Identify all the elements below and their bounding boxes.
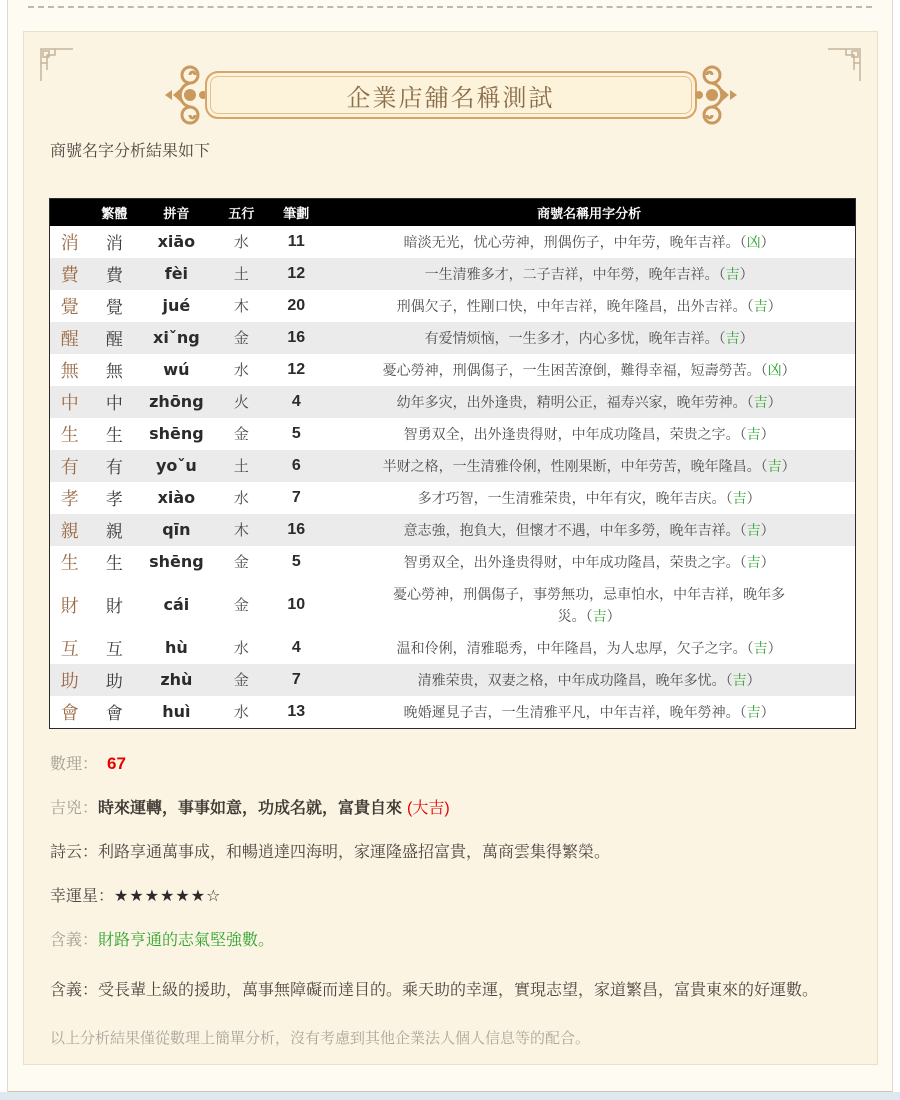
- trad-cell: 覺: [105, 298, 123, 317]
- pinyin-cell: shēng: [149, 552, 204, 571]
- trad-cell: 生: [105, 554, 123, 573]
- analysis-cell: 清雅荣贵，双妻之格，中年成功隆昌，晚年多忧。（吉）: [417, 671, 761, 688]
- analysis-cell: 刑偶欠子，性剛口快，中年吉祥，晚年隆昌，出外吉祥。（吉）: [396, 297, 782, 314]
- table-row: [50, 354, 856, 386]
- elem-cell: 金: [233, 672, 249, 689]
- result-panel: [23, 31, 878, 1065]
- star-rating-icons: ★★★★★★☆: [114, 887, 222, 905]
- char-link[interactable]: 中: [60, 392, 79, 414]
- char-cell: [50, 226, 90, 258]
- strokes-cell: 7: [291, 670, 301, 688]
- char-cell: [50, 322, 90, 354]
- page-container: [7, 0, 893, 1092]
- elem-cell: 水: [233, 362, 249, 379]
- char-cell: [50, 418, 90, 450]
- analysis-cell: 有爱情烦恼，一生多才，内心多忧，晚年吉祥。（吉）: [424, 329, 754, 346]
- top-dashed-divider: [28, 6, 872, 8]
- table-row: [50, 290, 856, 322]
- char-cell: [50, 386, 90, 418]
- pinyin-cell: zhù: [160, 670, 193, 689]
- char-cell: [50, 482, 90, 514]
- meaning-1-label: 含義：: [50, 931, 99, 949]
- analysis-cell: 一生清雅多才，二子吉祥，中年勞，晚年吉祥。（吉）: [424, 265, 754, 282]
- char-link[interactable]: 生: [60, 424, 79, 446]
- strokes-cell: 16: [287, 328, 306, 346]
- char-link[interactable]: 醒: [60, 328, 79, 350]
- char-cell: [50, 546, 90, 578]
- table-row: [50, 386, 856, 418]
- table-row: [50, 632, 856, 664]
- elem-cell: 金: [233, 554, 249, 571]
- char-link[interactable]: 會: [60, 702, 79, 724]
- page-title: 企業店舖名稱測試: [346, 84, 555, 112]
- trad-cell: 消: [105, 234, 123, 253]
- char-link[interactable]: 覺: [60, 296, 79, 318]
- analysis-cell: 憂心勞神，刑偶傷子，一生困苦潦倒，難得幸福，短壽勞苦。（凶）: [382, 361, 796, 378]
- strokes-cell: 6: [291, 456, 301, 474]
- elem-cell: 火: [233, 394, 249, 411]
- analysis-cell: 暗淡无光，忧心劳神，刑偶伤子，中年劳，晚年吉祥。（凶）: [403, 233, 775, 250]
- fortune-text: 時來運轉，事事如意，功成名就，富貴自來: [98, 799, 403, 817]
- pinyin-cell: xiˇng: [153, 328, 200, 347]
- analysis-cell: 晚婚遲見子吉，一生清雅平凡，中年吉祥，晚年勞神。（吉）: [403, 703, 775, 720]
- trad-cell: 會: [105, 704, 123, 723]
- char-link[interactable]: 消: [60, 232, 79, 254]
- char-cell: [50, 354, 90, 386]
- strokes-cell: 4: [291, 638, 301, 656]
- strokes-cell: 4: [291, 392, 301, 410]
- pinyin-cell: hù: [164, 638, 188, 657]
- char-link[interactable]: 孝: [60, 488, 79, 510]
- analysis-cell: 幼年多灾，出外逢贵，精明公正，福寿兴家，晚年劳神。（吉）: [396, 393, 782, 410]
- table-row: [50, 322, 856, 354]
- char-cell: [50, 632, 90, 664]
- char-cell: [50, 290, 90, 322]
- trad-cell: 親: [105, 522, 123, 541]
- strokes-cell: 12: [287, 264, 306, 282]
- pinyin-cell: huì: [162, 702, 191, 721]
- title-box: [205, 71, 697, 119]
- char-link[interactable]: 助: [60, 670, 79, 692]
- trad-cell: 費: [105, 266, 123, 285]
- strokes-cell: 10: [287, 595, 306, 613]
- scroll-flourish-icon: [163, 62, 209, 128]
- elem-cell: 水: [233, 704, 249, 721]
- column-header-3: 五行: [228, 205, 255, 221]
- pinyin-cell: wú: [163, 360, 190, 379]
- char-link[interactable]: 生: [60, 552, 79, 574]
- char-cell: [50, 696, 90, 729]
- elem-cell: 金: [233, 330, 249, 347]
- table-row: [50, 578, 856, 632]
- elem-cell: 水: [233, 490, 249, 507]
- poem-text: 利路享通萬事成，和暢逍達四海明，家運隆盛招富貴，萬商雲集得繁榮。: [98, 843, 611, 861]
- pinyin-cell: xiào: [157, 488, 196, 507]
- char-link[interactable]: 費: [60, 264, 79, 286]
- lucky-star-line: [50, 887, 854, 906]
- rating-char: 凶: [767, 361, 782, 378]
- trad-cell: 醒: [105, 330, 123, 349]
- strokes-cell: 5: [291, 424, 301, 442]
- trad-cell: 無: [105, 362, 123, 381]
- column-header-0: [50, 199, 90, 226]
- column-header-5: 商號名稱用字分析: [537, 205, 642, 221]
- pinyin-cell: zhōng: [149, 392, 204, 411]
- elem-cell: 水: [233, 234, 249, 251]
- bottom-strip: [0, 1092, 900, 1100]
- rating-char: 吉: [753, 297, 768, 314]
- table-body: [50, 226, 856, 729]
- elem-cell: 金: [233, 426, 249, 443]
- meaning-1-text: 財路亨通的志氣堅強數。: [98, 931, 275, 949]
- rating-char: 吉: [746, 521, 761, 538]
- analysis-cell: 智勇双全，出外逢贵得财，中年成功隆昌，荣贵之字。（吉）: [403, 553, 775, 570]
- trad-cell: 生: [105, 426, 123, 445]
- meaning-2-label: 含義：: [50, 981, 99, 999]
- strokes-cell: 20: [287, 296, 306, 314]
- char-cell: [50, 450, 90, 482]
- elem-cell: 土: [233, 458, 249, 475]
- char-cell: [50, 514, 90, 546]
- fortune-line: [50, 799, 854, 818]
- rating-char: 吉: [753, 393, 768, 410]
- pinyin-cell: fèi: [164, 264, 189, 283]
- strokes-cell: 16: [287, 520, 306, 538]
- char-link[interactable]: 親: [60, 520, 79, 542]
- fortune-label: 吉兇：: [50, 799, 99, 817]
- strokes-cell: 5: [291, 552, 301, 570]
- strokes-cell: 11: [287, 232, 305, 250]
- poem-line: [50, 843, 854, 862]
- rating-char: 吉: [767, 457, 782, 474]
- rating-char: 吉: [732, 489, 747, 506]
- rating-char: 凶: [746, 233, 761, 250]
- char-cell: [50, 664, 90, 696]
- table-row: [50, 664, 856, 696]
- analysis-cell: 多才巧智，一生清雅荣贵，中年有灾，晚年吉庆。（吉）: [417, 489, 761, 506]
- analysis-cell: 意志強，抱負大，但懷才不遇，中年多勞，晚年吉祥。（吉）: [403, 521, 775, 538]
- meaning-2-text: 受長輩上級的援助，萬事無障礙而達目的。乘天助的幸運，實現志望，家道繁昌，富貴東來的好運數。: [98, 981, 819, 999]
- rating-char: 吉: [746, 703, 761, 720]
- title-banner: [24, 70, 877, 120]
- elem-cell: 木: [233, 298, 249, 315]
- trad-cell: 中: [105, 394, 123, 413]
- table-row: [50, 418, 856, 450]
- elem-cell: 水: [233, 640, 249, 657]
- table-row: [50, 258, 856, 290]
- trad-cell: 有: [105, 458, 123, 477]
- analysis-cell: 憂心勞神，刑偶傷子，事勞無功，忌車怕水，中年吉祥，晚年多 災。（吉）: [393, 585, 786, 624]
- analysis-cell: 半财之格，一生清雅伶俐，性刚果断，中年劳苦，晚年隆昌。（吉）: [382, 457, 796, 474]
- elem-cell: 金: [233, 597, 249, 614]
- column-header-1: 繁體: [101, 205, 128, 221]
- strokes-cell: 13: [287, 702, 306, 720]
- meaning-line-2: [50, 975, 834, 1006]
- intro-text: 商號名字分析結果如下: [50, 143, 211, 160]
- strokes-cell: 12: [287, 360, 306, 378]
- char-link[interactable]: 有: [60, 456, 79, 478]
- poem-label: 詩云：: [50, 843, 99, 861]
- elem-cell: 土: [233, 266, 249, 283]
- analysis-cell: 温和伶俐，清雅聪秀，中年隆昌，为人忠厚，欠子之字。（吉）: [396, 639, 782, 656]
- table-row: [50, 226, 856, 258]
- char-cell: [50, 578, 90, 632]
- numerology-value: 67: [107, 753, 126, 773]
- strokes-cell: 7: [291, 488, 301, 506]
- rating-char: 吉: [592, 607, 607, 624]
- name-analysis-table: [49, 198, 856, 729]
- char-link[interactable]: 無: [60, 360, 79, 382]
- pinyin-cell: xiāo: [157, 232, 196, 251]
- table-row: [50, 546, 856, 578]
- char-link[interactable]: 財: [60, 595, 79, 617]
- scroll-flourish-icon: [693, 62, 739, 128]
- pinyin-cell: shēng: [149, 424, 204, 443]
- elem-cell: 木: [233, 522, 249, 539]
- trad-cell: 助: [105, 672, 123, 691]
- table-row: [50, 514, 856, 546]
- pinyin-cell: jué: [162, 296, 191, 315]
- trad-cell: 財: [105, 597, 123, 616]
- char-cell: [50, 258, 90, 290]
- fortune-rating: (大吉): [407, 799, 450, 817]
- column-header-4: 筆劃: [283, 205, 310, 221]
- table-row: [50, 482, 856, 514]
- pinyin-cell: yoˇu: [155, 456, 197, 475]
- rating-char: 吉: [725, 329, 740, 346]
- meaning-line-1: [50, 931, 854, 950]
- disclaimer-text: 以上分析結果僅從數理上簡單分析，沒有考慮到其他企業法人個人信息等的配合。: [50, 1029, 591, 1047]
- lucky-star-label: 幸運星：: [50, 887, 115, 905]
- numerology-line: [50, 754, 854, 774]
- trad-cell: 孝: [105, 490, 123, 509]
- trad-cell: 互: [105, 640, 123, 659]
- numerology-label: 數理：: [50, 755, 99, 773]
- table-row: [50, 450, 856, 482]
- pinyin-cell: cái: [163, 595, 190, 614]
- rating-char: 吉: [746, 553, 761, 570]
- table-header-row: [50, 199, 856, 226]
- table-row: [50, 696, 856, 729]
- analysis-cell: 智勇双全，出外逢贵得财，中年成功隆昌，荣贵之字。（吉）: [403, 425, 775, 442]
- rating-char: 吉: [746, 425, 761, 442]
- char-link[interactable]: 互: [60, 638, 79, 660]
- rating-char: 吉: [732, 671, 747, 688]
- column-header-2: 拼音: [163, 205, 190, 221]
- rating-char: 吉: [725, 265, 740, 282]
- rating-char: 吉: [753, 639, 768, 656]
- pinyin-cell: qīn: [162, 520, 191, 539]
